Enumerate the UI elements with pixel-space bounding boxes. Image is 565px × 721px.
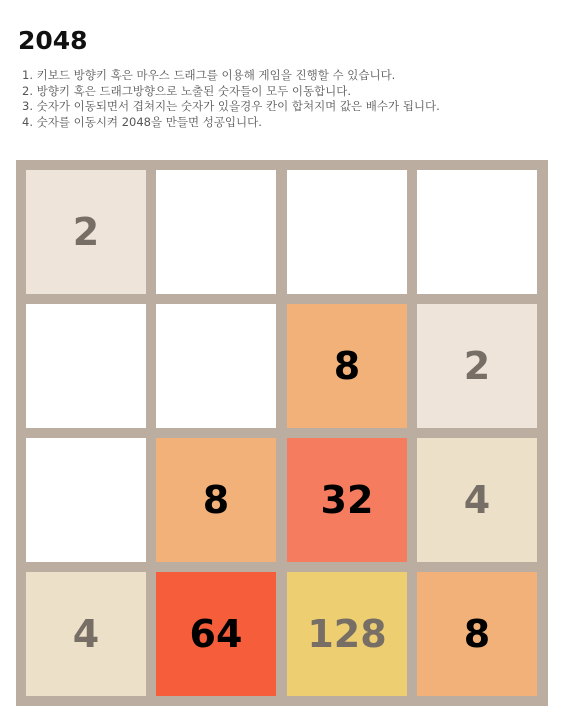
instruction-item: 1. 키보드 방향키 혹은 마우스 드래그를 이용해 게임을 진행할 수 있습니다. — [22, 68, 396, 82]
tile-r0-c1 — [156, 170, 276, 294]
tile-r0-c0: 2 — [26, 170, 146, 294]
tile-r1-c3: 2 — [417, 304, 537, 428]
tile-r1-c2: 8 — [287, 304, 407, 428]
tile-r2-c2: 32 — [287, 438, 407, 562]
game-board[interactable] — [16, 160, 548, 706]
tile-r3-c2: 128 — [287, 572, 407, 696]
tile-r1-c1 — [156, 304, 276, 428]
tile-r0-c3 — [417, 170, 537, 294]
instruction-item: 2. 방향키 혹은 드래그방향으로 노출된 숫자들이 모두 이동합니다. — [22, 83, 352, 98]
tile-r3-c3: 8 — [417, 572, 537, 696]
tile-r1-c0 — [26, 304, 146, 428]
game-title: 2048 — [18, 26, 88, 55]
tile-r2-c3: 4 — [417, 438, 537, 562]
tile-r2-c0 — [26, 438, 146, 562]
instruction-item: 4. 숫자를 이동시켜 2048을 만들면 성공입니다. — [22, 114, 262, 129]
tile-r0-c2 — [287, 170, 407, 294]
instructions-list — [22, 68, 440, 130]
tile-r3-c1: 64 — [156, 572, 276, 696]
tile-r2-c1: 8 — [156, 438, 276, 562]
tile-r3-c0: 4 — [26, 572, 146, 696]
instruction-item: 3. 숫자가 이동되면서 겹쳐지는 숫자가 있을경우 칸이 합쳐지며 값은 배수가 됩니다. — [22, 99, 440, 113]
